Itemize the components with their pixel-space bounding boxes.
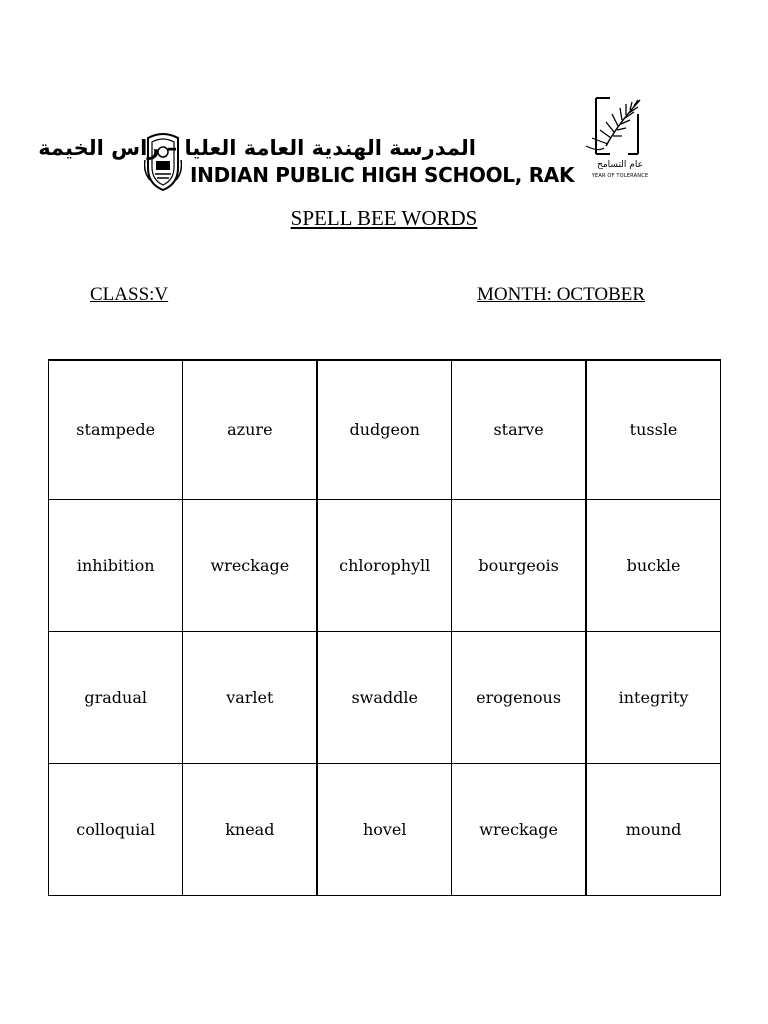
word-cell: swaddle <box>317 631 451 763</box>
word-cell: mound <box>586 763 720 895</box>
school-logo <box>38 122 575 196</box>
word-cell: colloquial <box>49 763 183 895</box>
table-row <box>49 360 721 499</box>
word-cell: stampede <box>49 360 183 499</box>
school-name-english: INDIAN PUBLIC HIGH SCHOOL, RAK <box>190 163 575 187</box>
school-name-arabic: المدرسة الهندية العامة العليا – راس الخيمة <box>38 136 476 160</box>
word-cell: starve <box>452 360 586 499</box>
word-cell: chlorophyll <box>317 499 451 631</box>
word-cell: knead <box>183 763 317 895</box>
spell-bee-word-table <box>48 359 721 896</box>
word-cell: azure <box>183 360 317 499</box>
tolerance-logo-arabic-text: عام التسامح <box>597 160 643 170</box>
class-label: CLASS:V <box>90 284 169 305</box>
month-label: MONTH: OCTOBER <box>477 284 646 305</box>
word-cell: hovel <box>317 763 451 895</box>
word-cell: erogenous <box>452 631 586 763</box>
word-cell: wreckage <box>452 763 586 895</box>
table-row <box>49 631 721 763</box>
page-title: SPELL BEE WORDS <box>290 206 478 230</box>
word-cell: bourgeois <box>452 499 586 631</box>
word-cell: buckle <box>586 499 720 631</box>
word-cell: integrity <box>586 631 720 763</box>
word-cell: wreckage <box>183 499 317 631</box>
word-cell: varlet <box>183 631 317 763</box>
tolerance-logo-english-text: YEAR OF TOLERANCE <box>591 173 649 179</box>
word-cell: gradual <box>49 631 183 763</box>
word-cell: inhibition <box>49 499 183 631</box>
word-cell: tussle <box>586 360 720 499</box>
table-row <box>49 763 721 895</box>
table-row <box>49 499 721 631</box>
word-cell: dudgeon <box>317 360 451 499</box>
year-of-tolerance-logo-icon <box>578 94 656 184</box>
